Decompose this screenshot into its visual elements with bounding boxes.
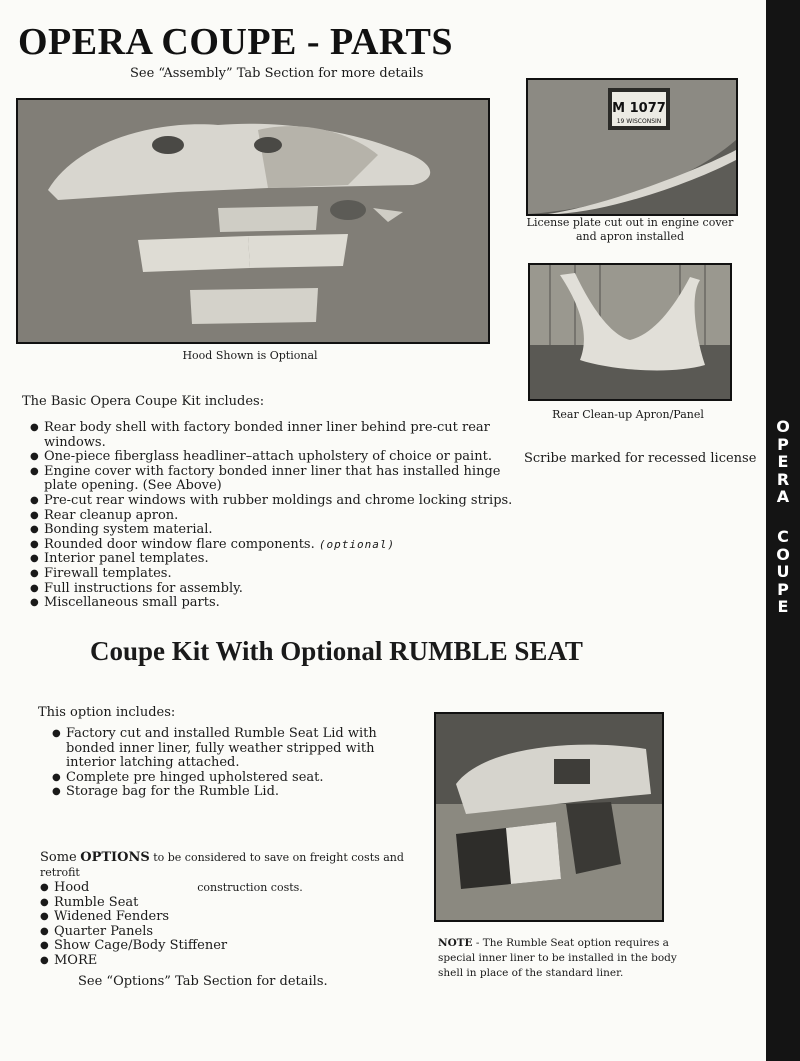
list-item-text: Rounded door window flare components.: [44, 536, 315, 552]
options-list: [40, 881, 300, 969]
list-item-continuation: interior latching attached.: [66, 755, 240, 771]
scribe-note: Scribe marked for recessed license: [524, 451, 757, 466]
options-bold: OPTIONS: [80, 850, 150, 865]
list-item: ● Factory cut and installed Rumble Seat Lid with: [52, 727, 392, 742]
license-plate-photo: [526, 78, 738, 216]
note-text-2: special inner liner to be installed in the body: [438, 952, 677, 964]
options-rest-1: to be considered to save on freight costs and retrofit: [40, 851, 404, 879]
sidebar-label-coupe: C O U P E: [776, 527, 790, 616]
list-item: ● Full instructions for assembly.: [30, 582, 530, 597]
basic-kit-intro: The Basic Opera Coupe Kit includes:: [22, 394, 265, 409]
parts-photo: [16, 98, 490, 344]
handwritten-note: (optional): [318, 537, 396, 551]
rumble-list: [52, 727, 392, 800]
options-footer: See “Options” Tab Section for details.: [78, 974, 328, 989]
rumble-note: [438, 936, 678, 981]
note-text-1: - The Rumble Seat option requires a: [475, 937, 669, 949]
list-item: ● Storage bag for the Rumble Lid.: [52, 785, 392, 800]
list-item: ● Engine cover with factory bonded inner liner that has installed hinge: [30, 465, 530, 480]
list-item: ● Miscellaneous small parts.: [30, 596, 530, 611]
section-tab-sidebar: [766, 0, 800, 1061]
list-item: ● Widened Fenders: [40, 910, 300, 925]
page-subtitle: See “Assembly” Tab Section for more details: [130, 66, 424, 81]
plate-state: 19 WISCONSIN: [616, 118, 662, 125]
list-item-continuation: bonded inner liner, fully weather stripped with: [66, 740, 375, 756]
basic-kit-list: [30, 421, 530, 611]
sidebar-label-opera: O P E R A: [776, 417, 790, 506]
list-item: ● Show Cage/Body Stiffener: [40, 939, 300, 954]
page-title: OPERA COUPE - PARTS: [18, 21, 453, 63]
rumble-seat-photo: [434, 712, 664, 922]
rumble-section-title: Coupe Kit With Optional RUMBLE SEAT: [90, 636, 583, 666]
list-item: ● Firewall templates.: [30, 567, 530, 582]
options-lead: Some: [40, 850, 77, 865]
apron-caption: Rear Clean-up Apron/Panel: [552, 408, 704, 421]
plate-number: M 1077: [612, 101, 666, 116]
list-item: ● Complete pre hinged upholstered seat.: [52, 771, 392, 786]
parts-photo-caption: Hood Shown is Optional: [182, 349, 318, 362]
options-rest-2: construction costs.: [197, 881, 303, 894]
rumble-intro: This option includes:: [38, 705, 176, 720]
list-item: ● Interior panel templates.: [30, 552, 530, 567]
list-item: ● Bonding system material.: [30, 523, 530, 538]
license-caption-line1: License plate cut out in engine cover: [526, 216, 734, 229]
note-text-3: shell in place of the standard liner.: [438, 967, 624, 979]
list-item: ● Rear cleanup apron.: [30, 509, 530, 524]
apron-photo: [528, 263, 732, 401]
list-item: ● One-piece fiberglass headliner–attach upholstery of choice or paint.: [30, 450, 530, 465]
license-caption-line2: and apron installed: [575, 230, 685, 243]
list-item: ● Pre-cut rear windows with rubber moldings and chrome locking strips.: [30, 494, 530, 509]
list-item-continuation: plate opening. (See Above): [44, 478, 222, 494]
list-item: [30, 538, 530, 553]
list-item: ● Hood: [40, 881, 300, 896]
list-item: ● MORE: [40, 954, 300, 969]
note-label: NOTE: [438, 937, 473, 949]
list-item: ● Rumble Seat: [40, 896, 300, 911]
license-caption: [526, 216, 734, 244]
list-item: ● Rear body shell with factory bonded inner liner behind pre-cut rear windows.: [30, 421, 530, 450]
list-item: ● Quarter Panels: [40, 925, 300, 940]
